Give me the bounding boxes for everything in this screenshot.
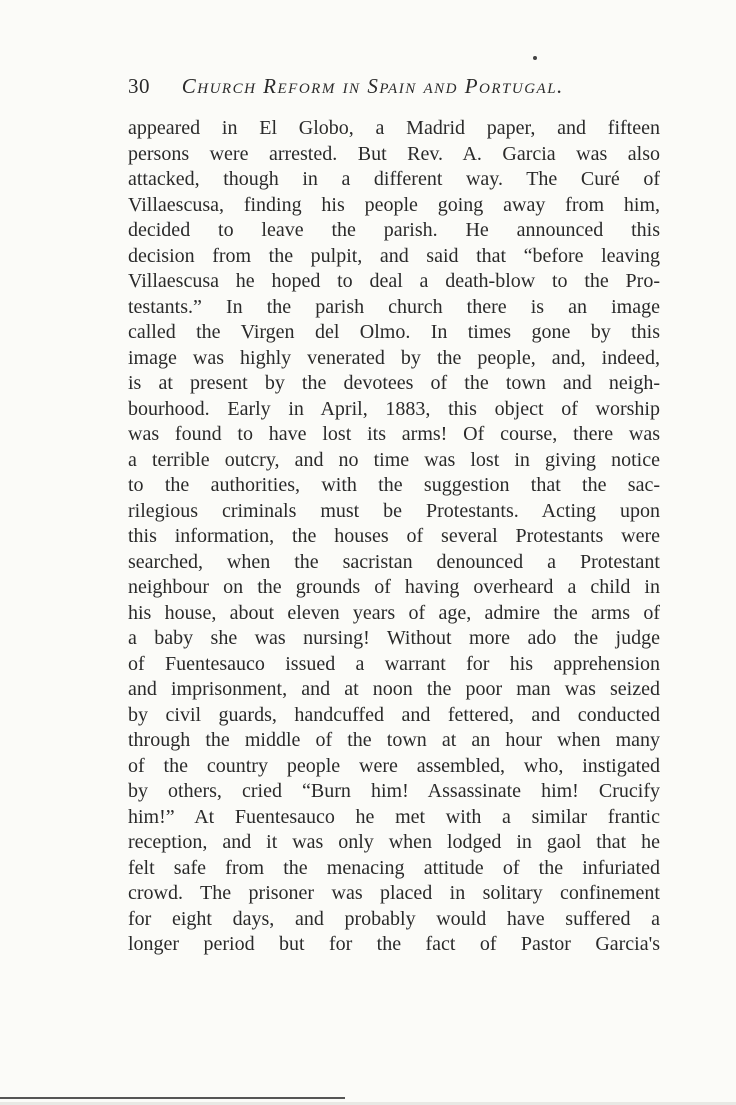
print-speck	[533, 56, 537, 60]
text-line: image was highly venerated by the people, and, indeed,	[128, 346, 660, 369]
page-number: 30	[128, 74, 150, 98]
text-line: felt safe from the menacing attitude of the infuriated	[128, 856, 660, 879]
text-line: his house, about eleven years of age, admire the arms of	[128, 601, 660, 624]
running-title: Church Reform in Spain and Portugal.	[181, 74, 564, 98]
text-line: of Fuentesauco issued a warrant for his apprehension	[128, 652, 660, 675]
text-line: a terrible outcry, and no time was lost in giving notice	[128, 448, 660, 471]
text-line: persons were arrested. But Rev. A. Garcia was also	[128, 142, 660, 165]
text-line: this information, the houses of several Protestants were	[128, 525, 660, 547]
text-line: called the Virgen del Olmo. In times gone by this	[128, 321, 660, 343]
text-line: and imprisonment, and at noon the poor man was seized	[128, 678, 660, 700]
text-line: by others, cried “Burn him! Assassinate him! Crucify	[128, 780, 660, 802]
running-header	[128, 74, 668, 104]
body-text	[128, 116, 660, 958]
text-line: neighbour on the grounds of having overheard a child in	[128, 576, 660, 598]
text-line: decided to leave the parish. He announced this	[128, 219, 660, 241]
text-line: of the country people were assembled, who, instigated	[128, 754, 660, 777]
text-line: through the middle of the town at an hour when many	[128, 729, 660, 751]
text-line: testants.” In the parish church there is an image	[128, 295, 660, 318]
text-line: crowd. The prisoner was placed in solitary confinement	[128, 882, 660, 904]
text-line: is at present by the devotees of the town and neigh-	[128, 372, 660, 394]
text-line: was found to have lost its arms! Of course, there was	[128, 423, 660, 445]
text-line: rilegious criminals must be Protestants. Acting upon	[128, 499, 660, 522]
text-line: a baby she was nursing! Without more ado the judge	[128, 627, 660, 649]
text-line: for eight days, and probably would have suffered a	[128, 907, 660, 930]
text-line: longer period but for the fact of Pastor Garcia's	[128, 933, 660, 955]
text-line: decision from the pulpit, and said that “before leaving	[128, 244, 660, 267]
text-line: Villaescusa, finding his people going away from him,	[128, 193, 660, 216]
bottom-rule	[0, 1097, 345, 1099]
text-line: to the authorities, with the suggestion that the sac-	[128, 474, 660, 496]
text-line: searched, when the sacristan denounced a Protestant	[128, 550, 660, 573]
text-line: him!” At Fuentesauco he met with a similar frantic	[128, 805, 660, 828]
text-line: Villaescusa he hoped to deal a death-blow to the Pro-	[128, 270, 660, 292]
text-line: by civil guards, handcuffed and fettered, and conducted	[128, 703, 660, 726]
text-line: appeared in El Globo, a Madrid paper, and fifteen	[128, 117, 660, 139]
text-line: reception, and it was only when lodged in gaol that he	[128, 831, 660, 853]
text-line: bourhood. Early in April, 1883, this object of worship	[128, 397, 660, 420]
text-line: attacked, though in a different way. The Curé of	[128, 168, 660, 190]
